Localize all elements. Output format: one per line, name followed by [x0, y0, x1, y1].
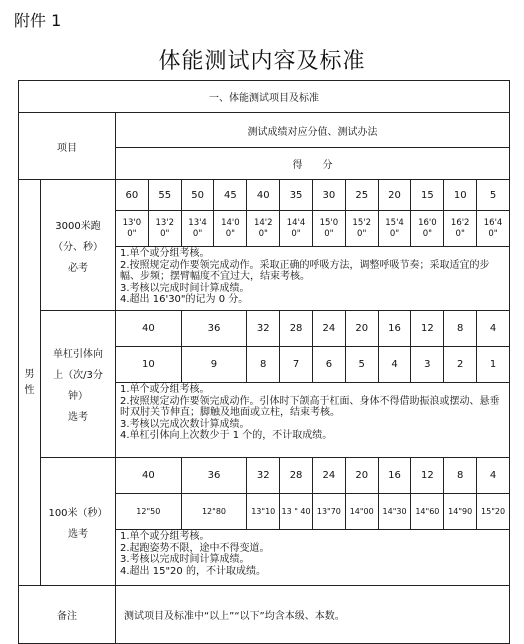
score-cell: 15: [411, 180, 444, 211]
score-cell: 20: [345, 458, 378, 494]
scoring-header: 测试成绩对应分值、测试办法: [116, 113, 510, 148]
score-cell: 16: [378, 458, 411, 494]
method-line: 1.单个或分组考核。: [120, 384, 210, 395]
result-part: 0": [488, 228, 498, 239]
method-line: 4.超出 15"20 的，不计取成绩。: [120, 565, 266, 577]
result-part: 0": [291, 228, 301, 239]
score-cell: 36: [181, 311, 247, 347]
gender-char: 性: [24, 384, 35, 396]
method-line: 3.考核以完成时间计算成绩。: [120, 282, 250, 294]
standards-table: [18, 80, 510, 644]
method-cell: [116, 530, 510, 586]
item-name: [41, 311, 116, 458]
score-cell: 12: [411, 311, 444, 347]
result-part: 16'4: [483, 217, 503, 228]
score-header: 得 分: [116, 148, 510, 180]
item-name-line: 单杠引体向: [53, 349, 103, 360]
result-part: 15'4: [385, 217, 404, 228]
item-name-line: 钟）: [68, 391, 88, 402]
notes-text: 测试项目及标准中“以上”“以下”均含本级、本数。: [116, 586, 510, 644]
result-cell: 2: [444, 347, 477, 383]
page-title: 体能测试内容及标准: [158, 49, 366, 74]
item-header: 项目: [19, 113, 116, 180]
result-cell: 1: [477, 347, 510, 383]
score-cell: 50: [181, 180, 214, 211]
method-line: 2.按照规定动作要领完成动作。采取正确的呼吸方法，调整呼吸节奏；采取适宜的步幅、步频；摆臂幅度不宜过大，结束考核。: [120, 259, 490, 282]
item-name-line: 上（次/3分: [53, 370, 103, 381]
result-part: 16'2: [450, 217, 470, 228]
score-cell: 24: [312, 311, 345, 347]
score-row: [19, 180, 510, 211]
result-part: 0": [455, 228, 465, 239]
method-line: 4.单杠引体向上次数少于 1 个的，不计取成绩。: [120, 430, 333, 441]
score-cell: 24: [312, 458, 345, 494]
method-line: 3.考核以完成次数计算成绩。: [120, 418, 250, 430]
score-cell: 40: [247, 180, 280, 211]
result-part: 15'0: [319, 217, 339, 228]
score-cell: 4: [477, 458, 510, 494]
gender-cell: [19, 180, 41, 586]
result-cell: 14"30: [378, 494, 411, 530]
result-part: 0": [225, 228, 236, 239]
score-cell: 28: [280, 458, 313, 494]
score-cell: 32: [247, 311, 280, 347]
score-cell: 30: [312, 180, 345, 211]
result-cell: 8: [247, 347, 280, 383]
result-cell: [312, 211, 345, 247]
result-part: 0": [389, 228, 400, 239]
score-cell: 5: [477, 180, 510, 211]
result-cell: 12"80: [181, 494, 247, 530]
result-part: 0": [258, 228, 268, 239]
result-cell: [444, 211, 477, 247]
score-cell: 25: [345, 180, 378, 211]
result-cell: 14"60: [411, 494, 444, 530]
result-cell: 13"10: [247, 494, 280, 530]
item-name: [41, 180, 116, 311]
result-part: 0": [127, 228, 137, 239]
score-cell: 8: [444, 458, 477, 494]
attachment-label: 附件 1: [14, 11, 62, 30]
item-name-line: （分、秒）: [53, 241, 103, 253]
result-part: 14'4: [286, 217, 306, 228]
score-row: [19, 311, 510, 347]
result-cell: [116, 211, 149, 247]
result-part: 0": [192, 228, 203, 239]
result-part: 0": [357, 228, 367, 239]
result-cell: 13 " 40: [280, 494, 313, 530]
score-row: [19, 458, 510, 494]
score-cell: 40: [116, 311, 182, 347]
result-cell: 14"00: [345, 494, 378, 530]
method-line: 1.单个或分组考核。: [120, 531, 210, 542]
section-title: 一、体能测试项目及标准: [19, 81, 510, 113]
result-part: 13'2: [155, 217, 175, 228]
result-cell: 13"70: [312, 494, 345, 530]
result-cell: 12"50: [116, 494, 182, 530]
score-cell: 12: [411, 458, 444, 494]
result-cell: [247, 211, 280, 247]
score-cell: 28: [280, 311, 313, 347]
result-cell: 9: [181, 347, 247, 383]
result-cell: 6: [312, 347, 345, 383]
score-cell: 20: [378, 180, 411, 211]
result-cell: 10: [116, 347, 182, 383]
result-cell: [345, 211, 378, 247]
score-cell: 45: [214, 180, 247, 211]
result-cell: [148, 211, 181, 247]
score-cell: 40: [116, 458, 182, 494]
item-name: [41, 458, 116, 586]
notes-label: 备注: [19, 586, 116, 644]
method-cell: [116, 383, 510, 458]
result-part: 14'0: [221, 217, 240, 228]
score-cell: 16: [378, 311, 411, 347]
method-line: 4.超出 16'30"的记为 0 分。: [120, 294, 249, 305]
item-name-line: 3000米跑: [55, 220, 101, 232]
result-cell: [411, 211, 444, 247]
result-part: 14'2: [253, 217, 273, 228]
result-cell: [181, 211, 214, 247]
item-name-line: 选考: [68, 528, 88, 540]
score-cell: 10: [444, 180, 477, 211]
score-cell: 20: [345, 311, 378, 347]
item-name-line: 必考: [68, 262, 88, 274]
item-name-line: 100米（秒）: [48, 507, 108, 519]
result-cell: [214, 211, 247, 247]
result-cell: 3: [411, 347, 444, 383]
method-cell: [116, 247, 510, 311]
score-cell: 55: [148, 180, 181, 211]
score-cell: 4: [477, 311, 510, 347]
gender-char: 男: [24, 368, 35, 380]
score-cell: 8: [444, 311, 477, 347]
result-part: 13'4: [188, 217, 207, 228]
method-line: 1.单个或分组考核。: [120, 248, 210, 259]
result-part: 0": [160, 228, 170, 239]
score-cell: 36: [181, 458, 247, 494]
item-name-line: 选考: [68, 412, 88, 423]
score-cell: 35: [280, 180, 313, 211]
result-part: 0": [422, 228, 433, 239]
score-cell: 60: [116, 180, 149, 211]
result-part: 13'0: [122, 217, 142, 228]
method-line: 2.按照规定动作要领完成动作。引体时下颌高于杠面、身体不得借助振浪或摆动、悬垂时双肘关节伸直；脚触及地面或立柱，结束考核。: [120, 395, 500, 418]
result-cell: 4: [378, 347, 411, 383]
score-cell: 32: [247, 458, 280, 494]
result-cell: [280, 211, 313, 247]
result-cell: [477, 211, 510, 247]
result-part: 0": [324, 228, 334, 239]
result-part: 16'0: [418, 217, 437, 228]
method-line: 2.起跑姿势不限，途中不得变道。: [120, 542, 270, 554]
result-cell: [378, 211, 411, 247]
result-cell: 5: [345, 347, 378, 383]
method-line: 3.考核以完成时间计算成绩。: [120, 554, 250, 565]
result-cell: 15"20: [477, 494, 510, 530]
result-part: 15'2: [352, 217, 371, 228]
result-cell: 14"90: [444, 494, 477, 530]
result-cell: 7: [280, 347, 313, 383]
